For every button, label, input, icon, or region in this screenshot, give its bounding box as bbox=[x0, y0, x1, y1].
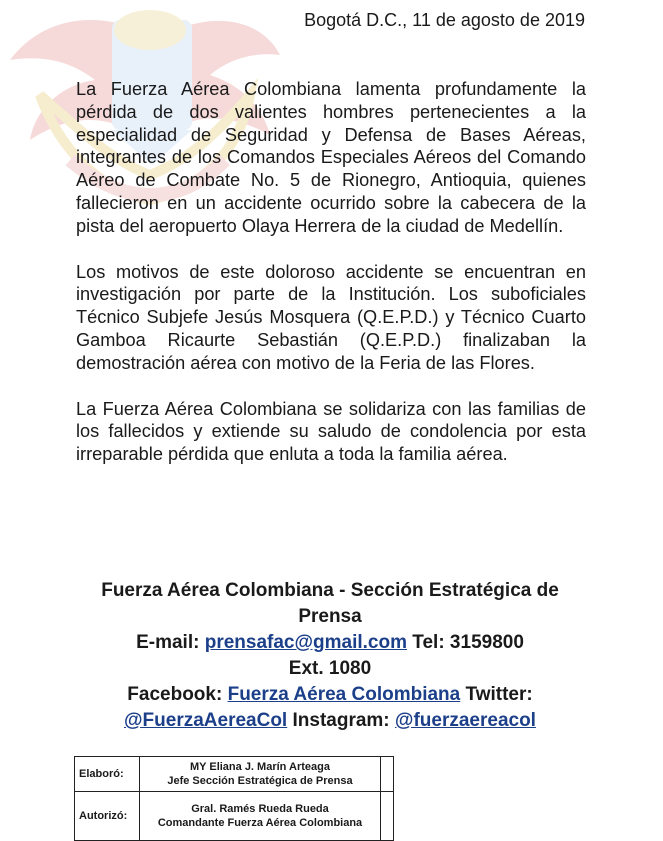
facebook-label: Facebook: bbox=[127, 684, 223, 705]
autorizo-label: Autorizó: bbox=[75, 792, 140, 841]
elaboro-cell bbox=[140, 757, 381, 792]
elaboro-name: MY Eliana J. Marín Arteaga bbox=[190, 761, 330, 773]
contact-block bbox=[60, 578, 600, 734]
table-row bbox=[75, 757, 394, 792]
letter-body bbox=[76, 78, 586, 489]
instagram-label: Instagram: bbox=[292, 710, 390, 731]
paragraph-3: La Fuerza Aérea Colombiana se solidariza con las familias de los fallecidos y extiende su saludo de condolencia por esta irreparable pérdida que enluta a toda la familia aérea. bbox=[76, 398, 586, 465]
paragraph-2: Los motivos de este doloroso accidente se encuentran en investigación por parte de la Institución. Los suboficiales Técnico Subjefe Jesús Mosquera (Q.E.P.D.) y Técnico Cuarto Gamboa Ricaurte Sebastián (Q.E.P.D.) finalizaban la demostración aérea con motivo de la Feria de las Flores. bbox=[76, 261, 586, 373]
instagram-link[interactable]: @fuerzaereacol bbox=[394, 710, 536, 731]
twitter-label: Twitter: bbox=[465, 684, 533, 705]
email-link[interactable]: prensafac@gmail.com bbox=[204, 632, 407, 653]
elaboro-label: Elaboró: bbox=[75, 757, 140, 792]
elaboro-title: Jefe Sección Estratégica de Prensa bbox=[167, 775, 353, 787]
organization-name: Fuerza Aérea Colombiana - Sección Estratégica de Prensa bbox=[101, 580, 559, 627]
facebook-link[interactable]: Fuerza Aérea Colombiana bbox=[227, 684, 461, 705]
autorizo-cell bbox=[140, 792, 381, 841]
twitter-link[interactable]: @FuerzaAereaCol bbox=[124, 710, 288, 731]
table-row bbox=[75, 792, 394, 841]
autorizo-name: Gral. Ramés Rueda Rueda bbox=[191, 803, 329, 815]
autorizo-title: Comandante Fuerza Aérea Colombiana bbox=[157, 817, 363, 829]
blank-cell bbox=[381, 792, 394, 841]
document-date: Bogotá D.C., 11 de agosto de 2019 bbox=[304, 10, 585, 30]
blank-cell bbox=[381, 757, 394, 792]
email-label: E-mail: bbox=[136, 632, 200, 653]
telephone: Tel: 3159800 Ext. 1080 bbox=[288, 632, 524, 679]
approval-table bbox=[74, 756, 394, 841]
paragraph-1: La Fuerza Aérea Colombiana lamenta profundamente la pérdida de dos valientes hombres pertenecientes a la especialidad de Seguridad y Defensa de Bases Aéreas, integrantes de los Comandos Especiales Aéreos del Comando Aéreo de Combate No. 5 de Rionegro, Antioquia, quienes fallecieron en un accidente ocurrido sobre la cabecera de la pista del aeropuerto Olaya Herrera de la ciudad de Medellín. bbox=[76, 79, 586, 236]
